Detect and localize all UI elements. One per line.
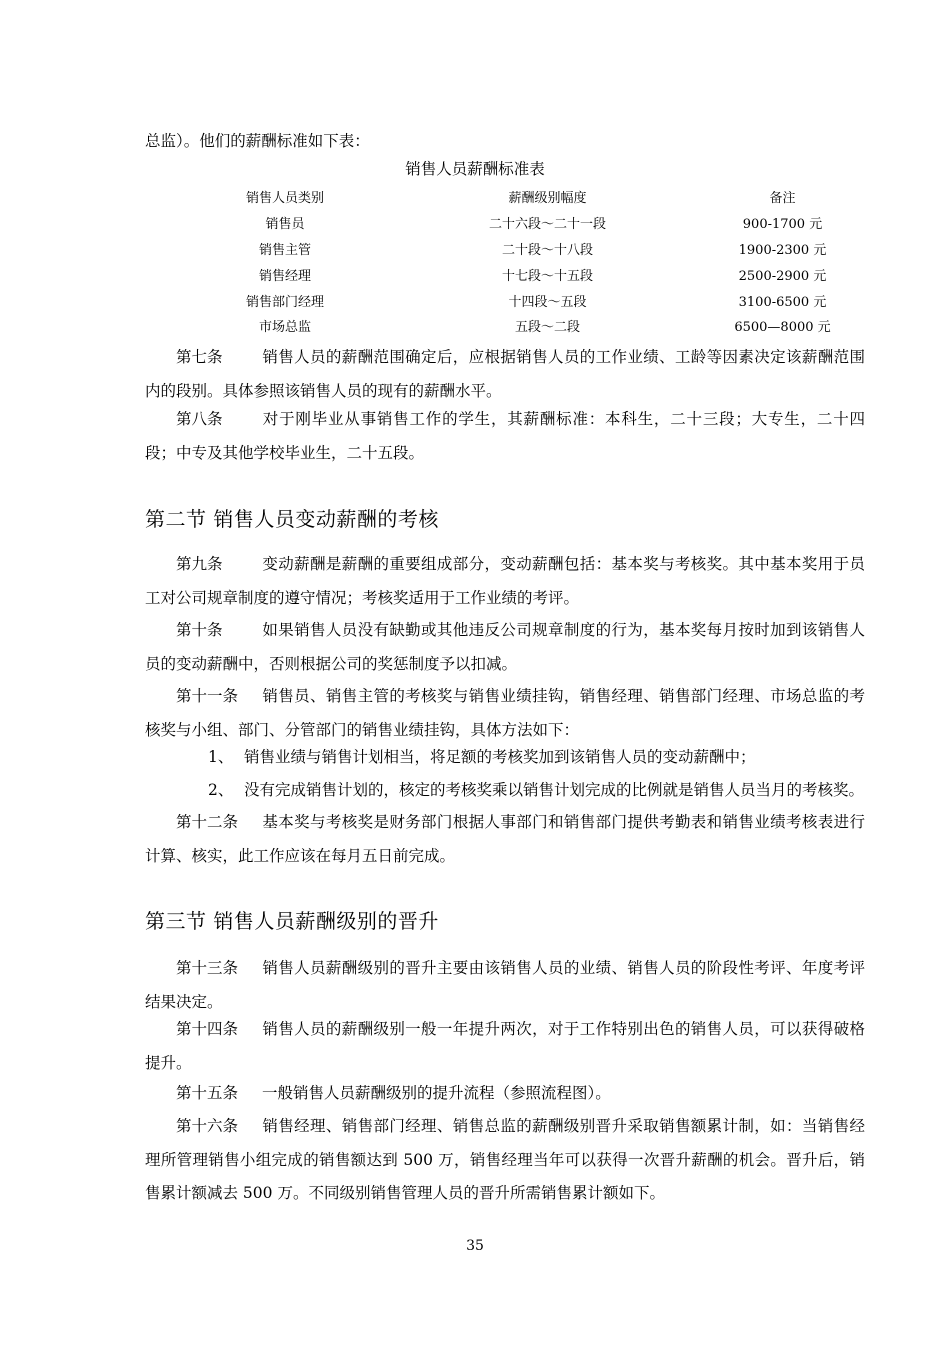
page-number: 35 xyxy=(466,1238,484,1254)
table-row xyxy=(180,287,860,313)
article-13 xyxy=(145,952,865,1019)
list-number: 1、 xyxy=(208,748,234,766)
article-text: 销售员、销售主管的考核奖与销售业绩挂钩，销售经理、销售部门经理、市场总监的考核奖与小组、部门、分管部门的销售业绩挂钩，具体方法如下： xyxy=(145,687,865,739)
article-15 xyxy=(145,1077,865,1111)
table-cell: 销售部门经理 xyxy=(245,294,324,310)
salary-table-title: 销售人员薪酬标准表 xyxy=(405,160,545,178)
article-label: 第十条 xyxy=(176,621,223,639)
article-text: 销售人员薪酬级别的晋升主要由该销售人员的业绩、销售人员的阶段性考评、年度考评结果决定。 xyxy=(145,959,865,1011)
table-cell: 1900-2300 元 xyxy=(738,242,827,258)
table-cell: 五段～二段 xyxy=(514,320,580,336)
article-8 xyxy=(145,403,865,470)
table-cell: 十七段～十五段 xyxy=(501,268,593,284)
table-cell: 2500-2900 元 xyxy=(738,268,827,284)
article-text: 销售经理、销售部门经理、销售总监的薪酬级别晋升采取销售额累计制，如：当销售经理所管理销售小组完成的销售额达到 500 万，销售经理当年可以获得一次晋升薪酬的机会。晋升后，销售累计额减去 500 万。不同级别销售管理人员的晋升所需销售累计额如下。 xyxy=(145,1117,865,1202)
table-cell: 3100-6500 元 xyxy=(738,294,827,310)
article-text: 变动薪酬是薪酬的重要组成部分，变动薪酬包括：基本奖与考核奖。其中基本奖用于员工对公司规章制度的遵守情况；考核奖适用于工作业绩的考评。 xyxy=(145,555,865,607)
list-text: 没有完成销售计划的，核定的考核奖乘以销售计划完成的比例就是销售人员当月的考核奖。 xyxy=(244,781,865,799)
article-text: 一般销售人员薪酬级别的提升流程（参照流程图）。 xyxy=(262,1084,611,1102)
article-label: 第十二条 xyxy=(176,813,239,831)
article-label: 第十五条 xyxy=(176,1084,239,1102)
article-11 xyxy=(145,680,865,747)
table-cell: 二十六段～二十一段 xyxy=(488,217,606,233)
article-14 xyxy=(145,1013,865,1080)
table-cell: 市场总监 xyxy=(258,320,311,336)
table-cell: 十四段～五段 xyxy=(508,294,587,310)
table-cell: 销售经理 xyxy=(258,268,311,284)
article-label: 第九条 xyxy=(176,555,223,573)
article-text: 销售人员的薪酬范围确定后，应根据销售人员的工作业绩、工龄等因素决定该薪酬范围内的段别。具体参照该销售人员的现有的薪酬水平。 xyxy=(145,348,865,400)
table-row xyxy=(180,261,860,287)
article-7 xyxy=(145,341,865,408)
article-text: 销售人员的薪酬级别一般一年提升两次，对于工作特别出色的销售人员，可以获得破格提升。 xyxy=(145,1020,865,1072)
list-number: 2、 xyxy=(208,781,234,799)
article-label: 第八条 xyxy=(176,410,223,428)
article-16 xyxy=(145,1110,865,1211)
section-3-heading: 第三节 销售人员薪酬级别的晋升 xyxy=(145,909,439,933)
table-cell: 900-1700 元 xyxy=(742,217,823,233)
list-text: 销售业绩与销售计划相当，将足额的考核奖加到该销售人员的变动薪酬中； xyxy=(244,748,756,766)
article-9 xyxy=(145,548,865,615)
intro-line: 总监）。他们的薪酬标准如下表： xyxy=(145,132,370,150)
table-header-row xyxy=(180,184,860,210)
article-text: 对于刚毕业从事销售工作的学生，其薪酬标准：本科生，二十三段；大专生，二十四段；中专及其他学校毕业生，二十五段。 xyxy=(145,410,865,462)
article-12 xyxy=(145,806,865,873)
table-header-cell: 销售人员类别 xyxy=(245,191,324,207)
table-cell: 二十段～十八段 xyxy=(501,242,593,258)
table-cell: 销售员 xyxy=(265,217,305,233)
table-header-cell: 薪酬级别幅度 xyxy=(508,191,587,207)
article-label: 第十四条 xyxy=(176,1020,239,1038)
section-2-heading: 第二节 销售人员变动薪酬的考核 xyxy=(145,507,439,531)
article-text: 基本奖与考核奖是财务部门根据人事部门和销售部门提供考勤表和销售业绩考核表进行计算、核实，此工作应该在每月五日前完成。 xyxy=(145,813,865,865)
table-cell: 销售主管 xyxy=(258,242,311,258)
salary-standard-table xyxy=(180,184,860,339)
article-10 xyxy=(145,614,865,681)
article-label: 第七条 xyxy=(176,348,223,366)
list-item xyxy=(208,746,756,768)
list-item xyxy=(208,779,864,801)
article-text: 如果销售人员没有缺勤或其他违反公司规章制度的行为，基本奖每月按时加到该销售人员的变动薪酬中，否则根据公司的奖惩制度予以扣减。 xyxy=(145,621,865,673)
article-label: 第十一条 xyxy=(176,687,239,705)
article-label: 第十六条 xyxy=(176,1117,239,1135)
table-cell: 6500—8000 元 xyxy=(734,320,831,336)
table-header-cell: 备注 xyxy=(769,191,796,207)
table-row xyxy=(180,210,860,236)
table-row xyxy=(180,313,860,339)
article-label: 第十三条 xyxy=(176,959,239,977)
table-row xyxy=(180,236,860,262)
